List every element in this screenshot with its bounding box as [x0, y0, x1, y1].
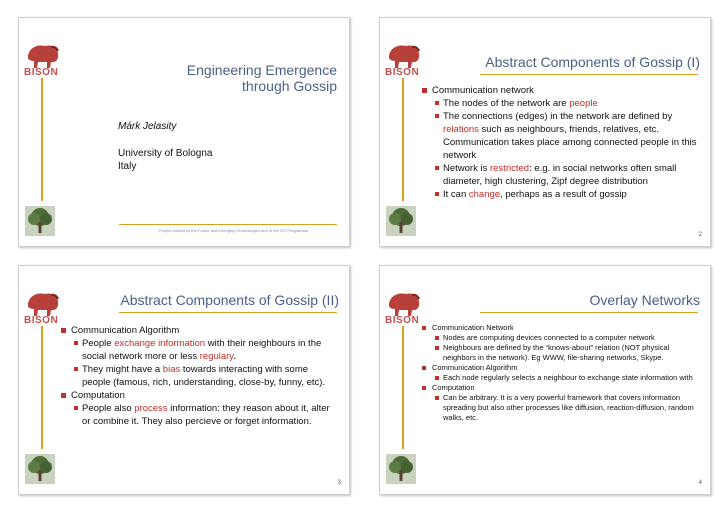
footer-text: Project funded by the Future and Emerging Technologies arm of the IST Programme: [159, 228, 309, 233]
title-rule: [480, 74, 698, 75]
slide-1[interactable]: [18, 17, 350, 247]
tree-icon: [386, 206, 416, 236]
logo-text: BISON: [24, 315, 59, 326]
logo-text: BISON: [385, 67, 420, 78]
slide-body: [59, 324, 339, 428]
page-number: 3: [337, 480, 341, 486]
slide-body: [420, 84, 700, 201]
list-item: The nodes of the network are people: [420, 97, 700, 110]
logo-text: BISON: [385, 315, 420, 326]
bison-icon: [25, 40, 61, 70]
title-rule: [119, 312, 337, 313]
bison-icon: [386, 40, 422, 70]
affiliation: University of Bologna Italy: [118, 148, 213, 172]
slide-title: Overlay Networks: [589, 292, 700, 308]
tree-icon: [25, 206, 55, 236]
slide-body: [420, 323, 700, 423]
author: Márk Jelasity: [118, 121, 177, 132]
page-number: 4: [698, 480, 702, 486]
accent-bar: [402, 326, 404, 449]
slide-title: Engineering Emergence through Gossip: [186, 62, 337, 94]
list-item: Communication Network: [420, 323, 700, 333]
title-rule: [480, 312, 698, 313]
list-item: It can change, perhaps as a result of gossip: [420, 188, 700, 201]
list-item: People also process information: they reason about it, alter or combine it. They also percieve or forget information.: [59, 402, 339, 428]
list-item: Neighbours are defined by the “knows-about” relation (NOT physical neighbors in the network). Eg WWW, file-sharing networks, Skype.: [420, 343, 700, 363]
accent-bar: [41, 78, 43, 201]
list-item: Can be arbitrary. It is a very powerful framework that covers information spreading but also other processes like diffusion, reaction-diffusion, random walks, etc.: [420, 393, 700, 423]
tree-icon: [25, 454, 55, 484]
logo-text: BISON: [24, 67, 59, 78]
slide-title: Abstract Components of Gossip (II): [120, 292, 339, 308]
slide-3[interactable]: [18, 265, 350, 495]
list-item: Each node regularly selects a neighbour to exchange state information with: [420, 373, 700, 383]
slide-4[interactable]: [379, 265, 711, 495]
list-item: Computation: [59, 389, 339, 402]
list-item: Communication network: [420, 84, 700, 97]
bison-icon: [386, 288, 422, 318]
accent-bar: [402, 78, 404, 201]
slide-2[interactable]: [379, 17, 711, 247]
footer-rule: [119, 224, 337, 225]
bison-icon: [25, 288, 61, 318]
tree-icon: [386, 454, 416, 484]
list-item: Nodes are computing devices connected to a computer network: [420, 333, 700, 343]
list-item: People exchange information with their neighbours in the social network more or less regulary.: [59, 337, 339, 363]
page-number: 2: [698, 232, 702, 238]
slide-title: Abstract Components of Gossip (I): [485, 54, 700, 70]
list-item: Network is restricted: e.g. in social networks often small diameter, high clustering, Zipf degree distribution: [420, 162, 700, 188]
accent-bar: [41, 326, 43, 449]
list-item: The connections (edges) in the network are defined by relations such as neighbours, friends, relatives, etc. Communication takes place among connected people in this network: [420, 110, 700, 162]
list-item: Computation: [420, 383, 700, 393]
list-item: Communication Algorithm: [420, 363, 700, 373]
list-item: They might have a bias towards interacting with some people (famous, rich, understanding, close-by, funny, etc).: [59, 363, 339, 389]
list-item: Communication Algorithm: [59, 324, 339, 337]
